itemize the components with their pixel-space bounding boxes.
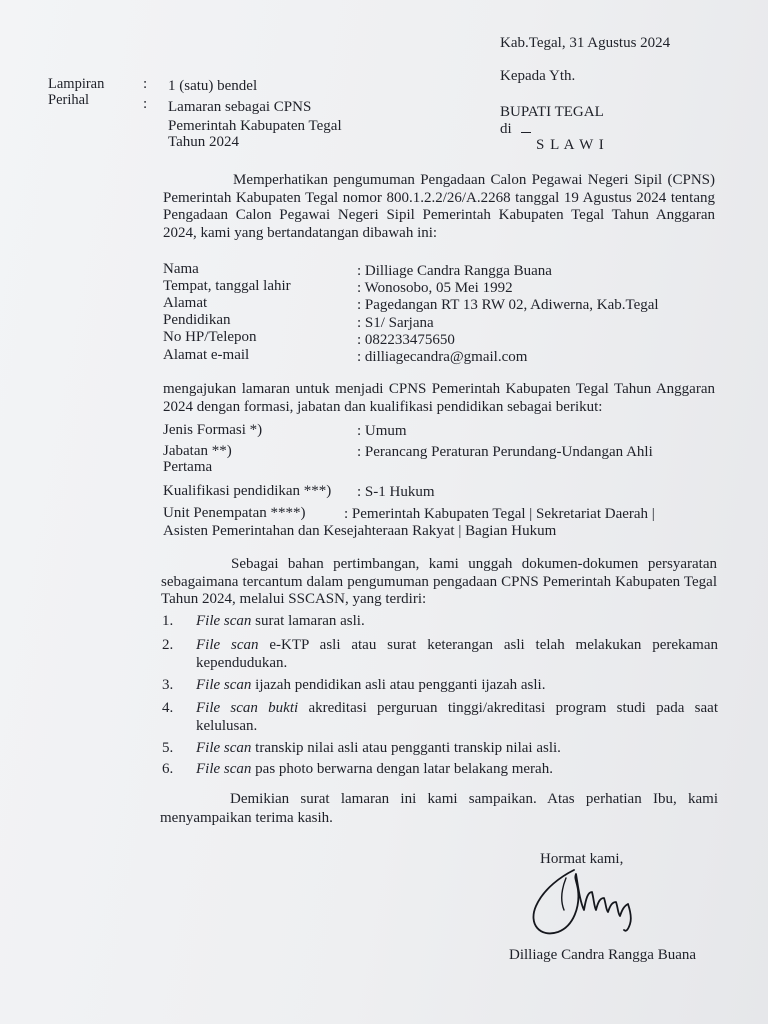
kualifikasi-label: Kualifikasi pendidikan ***)	[163, 483, 332, 499]
signatory-name: Dilliage Candra Rangga Buana	[509, 947, 697, 963]
list-text: surat lamaran asli.	[251, 613, 365, 629]
jenis-formasi-label: Jenis Formasi *)	[163, 422, 263, 438]
list-number: 2.	[162, 637, 174, 653]
identity-label: Alamat	[163, 295, 208, 311]
identity-label: No HP/Telepon	[163, 329, 257, 345]
recipient-prefix: di	[500, 120, 531, 138]
application-paragraph: mengajukan lamaran untuk menjadi CPNS Pemerintah Kabupaten Tegal Tahun Anggaran 2024 dengan formasi, jabatan dan kualifikasi pendidikan sebagai berikut:	[163, 381, 715, 415]
perihal-line-1: Lamaran sebagai CPNS	[168, 99, 312, 115]
identity-label: Tempat, tanggal lahir	[163, 278, 291, 294]
list-item	[162, 676, 718, 694]
identity-value: : 082233475650	[357, 332, 455, 348]
identity-value: : dilliagecandra@gmail.com	[357, 349, 528, 365]
list-italic: File scan	[196, 677, 252, 693]
unit-penempatan-value-cont: Asisten Pemerintahan dan Kesejahteraan Rakyat | Bagian Hukum	[163, 523, 557, 539]
list-text: e-KTP asli atau surat keterangan asli telah melakukan perekaman kependudukan.	[196, 637, 719, 671]
lampiran-sep: :	[143, 76, 148, 92]
recipient-place: S L A W I	[536, 137, 605, 153]
identity-label: Alamat e-mail	[163, 347, 250, 363]
list-item	[162, 760, 718, 778]
blank-line	[521, 132, 531, 133]
list-text: ijazah pendidikan asli atau pengganti ijazah asli.	[251, 677, 546, 693]
list-number: 4.	[162, 700, 174, 716]
lampiran-value: 1 (satu) bendel	[168, 78, 258, 94]
list-item	[162, 739, 718, 757]
jabatan-value: : Perancang Peraturan Perundang-Undangan Ahli	[357, 444, 653, 460]
list-italic: File scan	[196, 613, 252, 629]
list-number: 5.	[162, 740, 174, 756]
perihal-line-2: Pemerintah Kabupaten Tegal	[168, 118, 342, 134]
identity-label: Nama	[163, 261, 199, 277]
signature-greeting: Hormat kami,	[540, 851, 624, 867]
perihal-sep: :	[143, 96, 148, 112]
identity-value: : Wonosobo, 05 Mei 1992	[357, 280, 513, 296]
place-date: Kab.Tegal, 31 Agustus 2024	[500, 35, 671, 51]
jenis-formasi-value: : Umum	[357, 423, 407, 439]
list-number: 1.	[162, 613, 174, 629]
intro-paragraph: Memperhatikan pengumuman Pengadaan Calon Pegawai Negeri Sipil (CPNS) Pemerintah Kabupaten Tegal nomor 800.1.2.2/26/A.2268 tanggal 19 Agustus 2024 tentang Pengadaan Calon Pegawai Negeri Sipil Pemerintah Kabupaten Tegal Tahun Anggaran 2024, kami yang bertandatangan dibawah ini:	[163, 172, 715, 241]
list-item	[162, 636, 718, 672]
list-italic: File scan	[196, 761, 252, 777]
list-text: transkip nilai asli atau pengganti transkip nilai asli.	[251, 740, 561, 756]
unit-penempatan-value: : Pemerintah Kabupaten Tegal | Sekretariat Daerah |	[344, 506, 655, 522]
list-number: 6.	[162, 761, 174, 777]
list-number: 3.	[162, 677, 174, 693]
list-item	[162, 612, 718, 630]
kualifikasi-value: : S-1 Hukum	[357, 484, 435, 500]
identity-value: : Pagedangan RT 13 RW 02, Adiwerna, Kab.Tegal	[357, 297, 659, 313]
perihal-line-3: Tahun 2024	[168, 134, 240, 150]
handwritten-signature	[522, 858, 652, 943]
jabatan-label-cont: Pertama	[163, 459, 213, 475]
closing-paragraph: Demikian surat lamaran ini kami sampaikan. Atas perhatian Ibu, kami menyampaikan terima kasih.	[160, 791, 718, 826]
documents-list	[162, 612, 718, 778]
recipient-greeting: Kepada Yth.	[500, 68, 576, 84]
identity-value: : S1/ Sarjana	[357, 315, 434, 331]
jabatan-label: Jabatan **)	[163, 443, 232, 459]
lampiran-label: Lampiran	[48, 76, 105, 92]
list-italic: File scan bukti	[196, 700, 299, 716]
list-text: akreditasi perguruan tinggi/akreditasi program studi pada saat kelulusan.	[196, 700, 718, 734]
identity-label: Pendidikan	[163, 312, 231, 328]
list-italic: File scan	[196, 637, 259, 653]
unit-penempatan-label: Unit Penempatan ****)	[163, 505, 306, 521]
recipient-name: BUPATI TEGAL	[500, 104, 604, 120]
perihal-label: Perihal	[48, 92, 90, 108]
documents-intro-paragraph: Sebagai bahan pertimbangan, kami unggah dokumen-dokumen persyaratan sebagaimana tercantum dalam pengumuman pengadaan CPNS Pemerintah Kabupaten Tegal Tahun 2024, melalui SSCASN, yang terdiri:	[161, 556, 717, 607]
list-italic: File scan	[196, 740, 252, 756]
list-item	[162, 699, 718, 735]
list-text: pas photo berwarna dengan latar belakang merah.	[251, 761, 553, 777]
identity-value: : Dilliage Candra Rangga Buana	[357, 263, 552, 279]
